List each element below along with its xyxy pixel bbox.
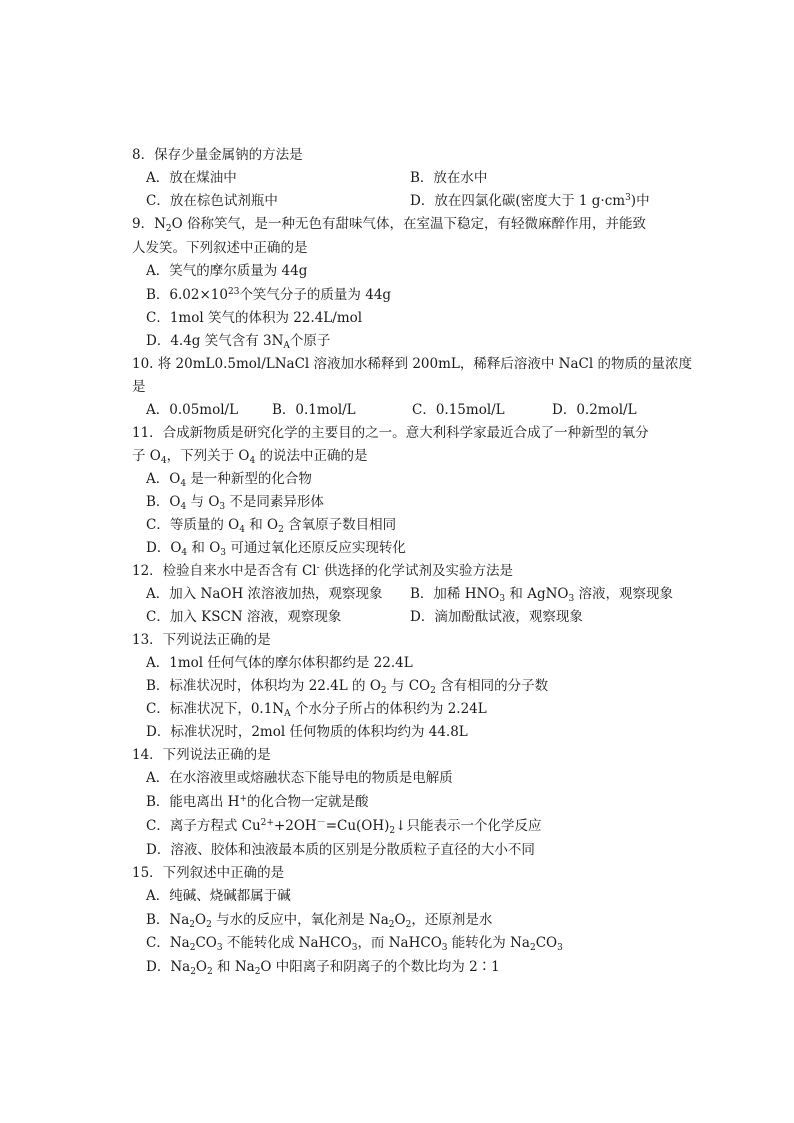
question-14-stem: 14．下列说法正确的是	[132, 747, 271, 763]
question-14-option-d: D．溶液、胶体和浊液最本质的区别是分散质粒子直径的大小不同	[146, 842, 535, 858]
question-8-stem: 8．保存少量金属钠的方法是	[132, 147, 303, 163]
question-11-stem-line1: 11．合成新物质是研究化学的主要目的之一。意大利科学家最近合成了一种新型的氧分	[132, 425, 649, 441]
question-13-option-d: D．标准状况时，2mol 任何物质的体积均约为 44.8L	[146, 724, 468, 740]
question-12-option-b: B．加稀 $HNO_3$ 和 AgNO$_3$ 溶液，观察现象	[410, 586, 673, 604]
question-15-stem: 15．下列叙述中正确的是	[132, 865, 285, 881]
question-15-option-a: A．纯碱、烧碱都属于碱	[146, 888, 291, 904]
question-10-option-a: A．0.05mol/L	[146, 402, 239, 418]
question-10-stem-line1: 10. 将 20mL0.5mol/LNaCl 溶液加水稀释到 200mL，稀释后溶液中 NaCl 的物质的量浓度	[132, 356, 692, 372]
question-10-option-c: C．0.15mol/L	[412, 402, 505, 418]
question-9-option-a: A．笑气的摩尔质量为 44g	[146, 263, 308, 279]
question-11-stem-line2: 子 $O_4$，下列关于 $O_4$ 的说法中正确的是	[132, 448, 368, 466]
question-10-option-b: B．0.1mol/L	[272, 402, 356, 418]
question-9-stem-line1: 9．$N_2O$ 俗称笑气，是一种无色有甜味气体，在室温下稳定，有轻微麻醉作用，并能致	[132, 216, 646, 234]
question-11-option-d: D．$O_4$ 和 $O_3$ 可通过氧化还原反应实现转化	[146, 540, 406, 558]
question-8-option-d: D．放在四氯化碳(密度大于 1 $g\cdot cm^3$)中	[410, 193, 650, 209]
question-13-stem: 13．下列说法正确的是	[132, 632, 271, 648]
question-8-option-b: B．放在水中	[410, 170, 488, 186]
question-9-option-c: C．1mol 笑气的体积为 22.4L/mol	[146, 310, 363, 326]
question-15-option-b: B．$Na_2O_2$ 与水的反应中，氧化剂是 $Na_2O_2$，还原剂是水	[146, 912, 493, 930]
question-9-option-b: B．$6.02\times 10^{23}$个笑气分子的质量为 44g	[146, 287, 392, 303]
question-13-option-a: A．1mol 任何气体的摩尔体积都约是 22.4L	[146, 655, 413, 671]
question-9-option-d: D．4.4g 笑气含有 $3N_A$个原子	[146, 333, 331, 351]
question-12-option-d: D．滴加酚酞试液，观察现象	[410, 609, 583, 625]
question-15-option-d: D．$Na_2O_2$ 和 $Na_2O$ 中阳离子和阴离子的个数比均为 2∶1	[146, 959, 500, 977]
question-15-option-c: C．$Na_2CO_3$ 不能转化成 NaHCO$_3$，而 NaHCO$_3$ 能转化为 $Na_2CO_3$	[146, 935, 563, 953]
question-12-option-a: A．加入 NaOH 浓溶液加热，观察现象	[146, 586, 383, 602]
question-14-option-a: A．在水溶液里或熔融状态下能导电的物质是电解质	[146, 770, 453, 786]
question-12-option-c: C．加入 KSCN 溶液，观察现象	[146, 609, 342, 625]
question-12-stem: 12．检验自来水中是否含有 Cl- 供选择的化学试剂及实验方法是	[132, 563, 513, 579]
question-11-option-b: B．$O_4$ 与 $O_3$ 不是同素异形体	[146, 494, 324, 512]
question-13-option-b: B．标准状况时，体积均为 22.4L 的 $O_2$ 与 $CO_2$ 含有相同的分子数	[146, 678, 549, 696]
question-11-option-a: A．$O_4$ 是一种新型的化合物	[146, 471, 312, 489]
question-14-option-b: B．能电离出 H+的化合物一定就是酸	[146, 794, 369, 810]
question-9-stem-line2: 人发笑。下列叙述中正确的是	[132, 240, 308, 256]
question-8-option-a: A．放在煤油中	[146, 170, 237, 186]
question-13-option-c: C．标准状况下，$0.1N_A$ 个水分子所占的体积约为 2.24L	[146, 701, 487, 719]
question-10-option-d: D．0.2mol/L	[552, 402, 637, 418]
question-10-stem-line2: 是	[132, 379, 146, 395]
question-11-option-c: C．等质量的 $O_4$ 和 $O_2$ 含氧原子数目相同	[146, 517, 397, 535]
question-8-option-c: C．放在棕色试剂瓶中	[146, 193, 278, 209]
question-14-option-c: C．离子方程式 $Cu^{2+}+2OH^-=Cu(OH)_2↓$只能表示一个化学反应	[146, 818, 542, 836]
